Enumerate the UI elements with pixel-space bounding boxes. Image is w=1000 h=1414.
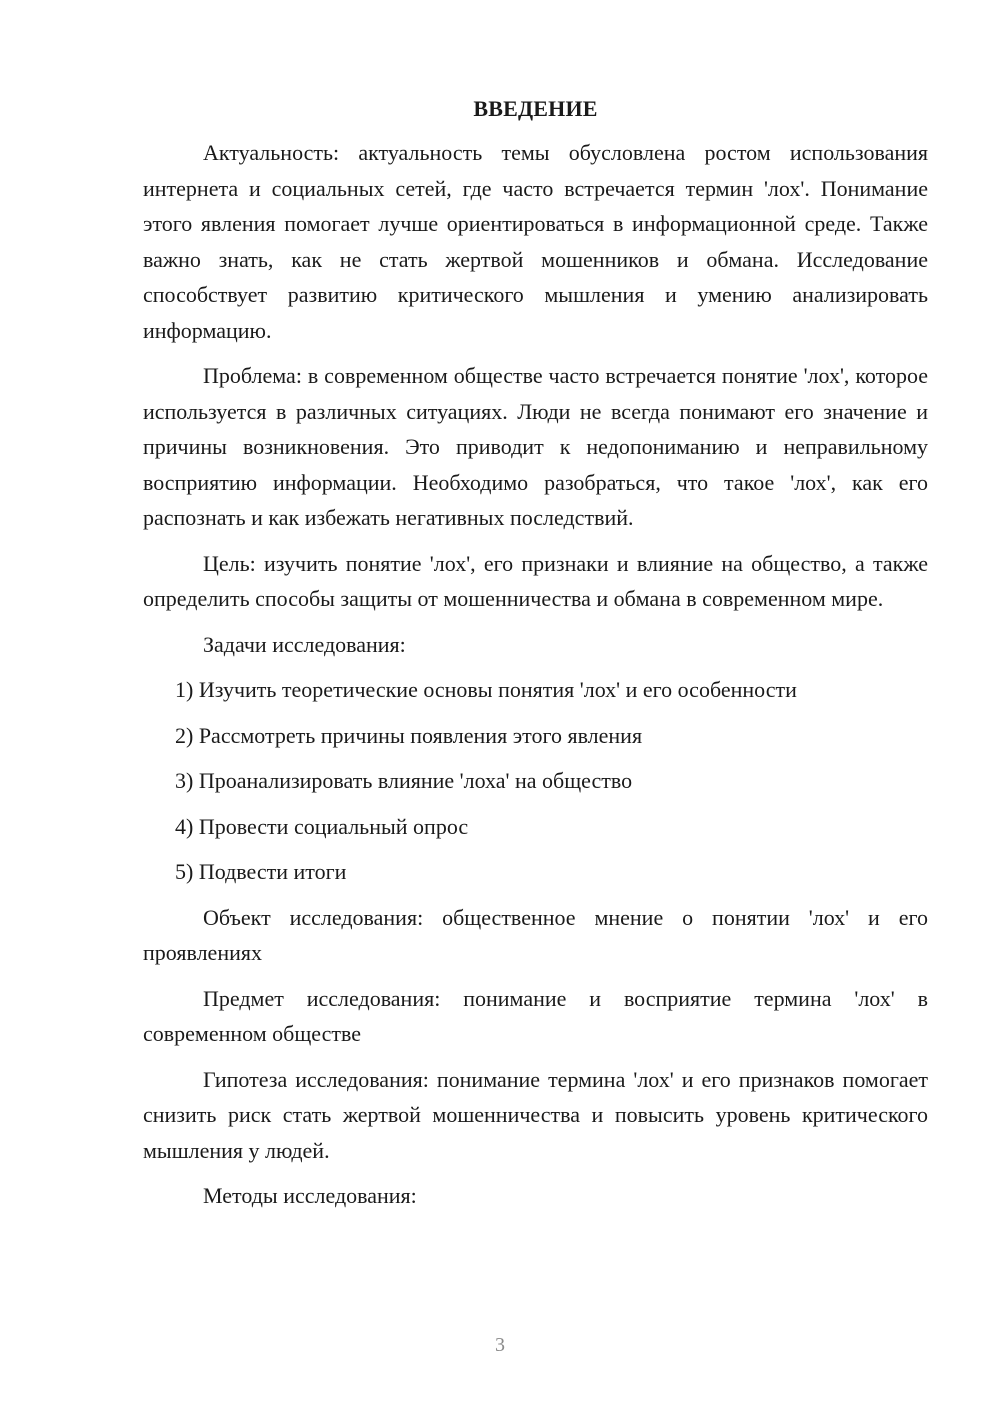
task-item: 4) Провести социальный опрос: [175, 813, 469, 839]
document-page: [143, 94, 928, 1224]
task-item: 2) Рассмотреть причины появления этого явления: [175, 722, 643, 748]
section-title: ВВЕДЕНИЕ: [473, 96, 598, 121]
tasks-heading: Задачи исследования:: [203, 631, 406, 657]
task-item: 1) Изучить теоретические основы понятия 'лох' и его особенности: [175, 677, 797, 702]
page-number: 3: [495, 1334, 505, 1356]
tasks-list: [143, 672, 928, 890]
paragraph-hypothesis: Гипотеза исследования: понимание термина 'лох' и его признаков помогает снизить риск стать жертвой мошенничества и повысить уровень критического мышления у людей.: [143, 1066, 928, 1163]
paragraph-relevance: Актуальность: актуальность темы обусловлена ростом использования интернета и социальных сетей, где часто встречается термин 'лох'. Понимание этого явления помогает лучше ориентироваться в информационной среде. Также важно знать, как не стать жертвой мошенников и обмана. Исследование способствует развитию критического мышления и умению анализировать информацию.: [143, 140, 928, 343]
paragraph-problem: Проблема: в современном обществе часто встречается понятие 'лох', которое используется в различных ситуациях. Люди не всегда понимают его значение и причины возникновения. Это приводит к недопониманию и неправильному восприятию информации. Необходимо разобраться, что такое 'лох', как его распознать и как избежать негативных последствий.: [143, 363, 928, 530]
task-item: 5) Подвести итоги: [175, 859, 347, 884]
paragraph-object: Объект исследования: общественное мнение о понятии 'лох' и его проявлениях: [143, 904, 928, 965]
paragraph-goal: Цель: изучить понятие 'лох', его признаки и влияние на общество, а также определить способы защиты от мошенничества и обмана в современном мире.: [143, 550, 928, 611]
task-item: 3) Проанализировать влияние 'лоха' на общество: [175, 768, 633, 793]
paragraph-subject: Предмет исследования: понимание и восприятие термина 'лох' в современном обществе: [143, 985, 928, 1046]
paragraph-methods-heading: Методы исследования:: [203, 1183, 417, 1208]
